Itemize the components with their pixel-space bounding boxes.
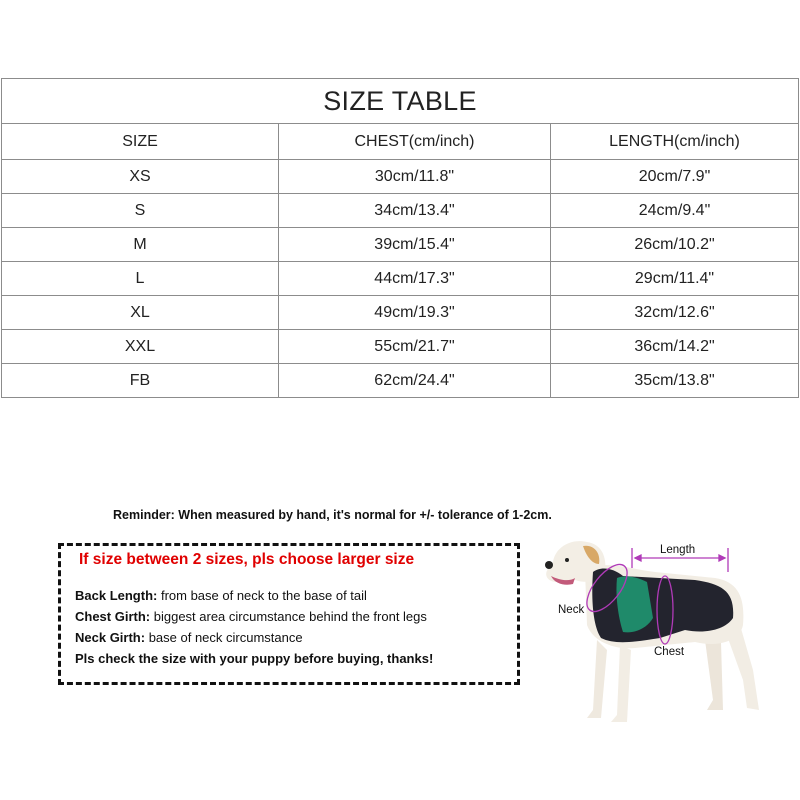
cell-length: 20cm/7.9" [551, 160, 799, 194]
cell-length: 24cm/9.4" [551, 194, 799, 228]
notice-label: Chest Girth: [75, 609, 151, 624]
notice-label: Back Length: [75, 588, 158, 603]
notice-back-length [75, 585, 433, 606]
cell-length: 35cm/13.8" [551, 364, 799, 398]
header-length: LENGTH(cm/inch) [551, 124, 799, 160]
cell-chest: 30cm/11.8" [279, 160, 551, 194]
table-row [2, 228, 799, 262]
size-table [1, 78, 799, 398]
dog-coat-illustration [535, 530, 800, 730]
cell-chest: 62cm/24.4" [279, 364, 551, 398]
table-title: SIZE TABLE [2, 79, 799, 124]
tolerance-reminder: Reminder: When measured by hand, it's normal for +/- tolerance of 1-2cm. [113, 508, 552, 522]
notice-chest-girth [75, 606, 433, 627]
cell-size: M [2, 228, 279, 262]
table-row [2, 296, 799, 330]
notice-lines [75, 585, 433, 669]
cell-length: 26cm/10.2" [551, 228, 799, 262]
table-row [2, 330, 799, 364]
cell-size: FB [2, 364, 279, 398]
notice-title: If size between 2 sizes, pls choose larger size [79, 551, 415, 568]
dog-measurement-figure [535, 530, 800, 730]
notice-text: biggest area circumstance behind the front legs [150, 609, 427, 624]
header-size: SIZE [2, 124, 279, 160]
cell-chest: 34cm/13.4" [279, 194, 551, 228]
length-label: Length [660, 544, 696, 556]
cell-length: 32cm/12.6" [551, 296, 799, 330]
neck-label: Neck [558, 604, 585, 616]
cell-size: XXL [2, 330, 279, 364]
cell-length: 36cm/14.2" [551, 330, 799, 364]
cell-size: S [2, 194, 279, 228]
cell-chest: 39cm/15.4" [279, 228, 551, 262]
table-row [2, 160, 799, 194]
cell-size: XS [2, 160, 279, 194]
notice-neck-girth [75, 627, 433, 648]
table-row [2, 194, 799, 228]
cell-chest: 44cm/17.3" [279, 262, 551, 296]
header-chest: CHEST(cm/inch) [279, 124, 551, 160]
cell-size: L [2, 262, 279, 296]
table-row [2, 364, 799, 398]
cell-chest: 49cm/19.3" [279, 296, 551, 330]
cell-size: XL [2, 296, 279, 330]
table-header-row [2, 124, 799, 160]
cell-chest: 55cm/21.7" [279, 330, 551, 364]
sizing-notice-box [58, 543, 520, 685]
cell-length: 29cm/11.4" [551, 262, 799, 296]
notice-label: Neck Girth: [75, 630, 146, 645]
notice-check-size [75, 648, 433, 669]
notice-text: base of neck circumstance [145, 630, 303, 645]
table-row [2, 262, 799, 296]
chest-label: Chest [654, 646, 685, 658]
notice-label: Pls check the size with your puppy before buying, thanks! [75, 651, 434, 666]
notice-text: from base of neck to the base of tail [157, 588, 367, 603]
